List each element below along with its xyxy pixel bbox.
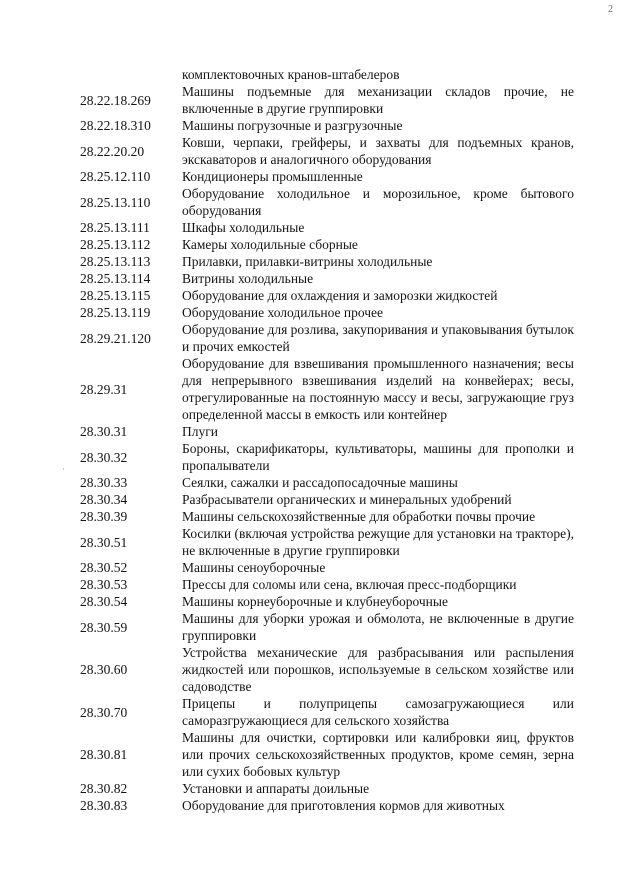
row-code: 28.25.13.110 <box>80 194 151 210</box>
page-number: 2 <box>608 4 613 15</box>
table-row <box>0 695 640 729</box>
row-description: Бороны, скарификаторы, культиваторы, машины для прополки и пропалыватели <box>182 441 574 473</box>
row-code: 28.30.83 <box>80 798 128 813</box>
row-description: Машины для очистки, сортировки или калибровки яиц, фруктов или прочих сельскохозяйственных продуктов, кроме семян, зерна или сухих бобовых культур <box>182 730 574 779</box>
row-description: Камеры холодильные сборные <box>182 237 358 252</box>
table-row <box>0 236 640 253</box>
row-description: Машины подъемные для механизации складов прочие, не включенные в другие группировки <box>182 84 574 116</box>
row-description: Оборудование для охлаждения и заморозки жидкостей <box>182 288 498 303</box>
row-description: Косилки (включая устройства режущие для установки на тракторе), не включенные в другие группировки <box>182 526 574 558</box>
row-description: Плуги <box>182 424 218 439</box>
table-row <box>0 440 640 474</box>
row-description: Машины корнеуборочные и клубнеуборочные <box>182 594 448 609</box>
row-code: 28.25.13.112 <box>80 237 151 252</box>
table-row <box>0 287 640 304</box>
row-code: 28.30.39 <box>80 509 128 524</box>
row-code: 28.25.12.110 <box>80 169 151 184</box>
row-description: Прилавки, прилавки-витрины холодильные <box>182 254 433 269</box>
row-description: Разбрасыватели органических и минеральных удобрений <box>182 492 512 507</box>
table-row <box>0 576 640 593</box>
table-row <box>0 644 640 695</box>
table-row <box>0 168 640 185</box>
table-row <box>0 321 640 355</box>
row-description: Устройства механические для разбрасывания или распыления жидкостей или порошков, используемые в сельском хозяйстве или садоводстве <box>182 645 574 694</box>
table-row <box>0 474 640 491</box>
row-code: 28.22.18.310 <box>80 118 151 133</box>
row-description: Установки и аппараты доильные <box>182 781 370 796</box>
row-description: Шкафы холодильные <box>182 220 305 235</box>
row-description: Кондиционеры промышленные <box>182 169 363 184</box>
row-description: Оборудование холодильное и морозильное, кроме бытового оборудования <box>182 186 574 218</box>
row-code: 28.25.13.114 <box>80 271 151 286</box>
table-row <box>0 355 640 423</box>
row-code: 28.30.32 <box>80 449 128 465</box>
table-row <box>0 797 640 814</box>
row-code: 28.30.59 <box>80 619 128 635</box>
row-description: Сеялки, сажалки и рассадопосадочные машины <box>182 475 458 490</box>
row-code: 28.25.13.115 <box>80 288 151 303</box>
row-description: Витрины холодильные <box>182 271 314 286</box>
row-code: 28.25.13.113 <box>80 254 151 269</box>
table-row <box>0 253 640 270</box>
row-code: 28.30.52 <box>80 560 128 575</box>
row-description: Оборудование для приготовления кормов для животных <box>182 798 505 813</box>
table-row <box>0 66 640 83</box>
row-description: Прицепы и полуприцепы самозагружающиеся или саморазгружающиеся для сельского хозяйства <box>182 696 574 728</box>
row-code: 28.22.20.20 <box>80 143 145 159</box>
row-description: Машины сеноуборочные <box>182 560 326 575</box>
row-code: 28.29.31 <box>80 381 128 397</box>
table-row <box>0 270 640 287</box>
row-description: Ковши, черпаки, грейферы, и захваты для подъемных кранов, экскаваторов и аналогичного оборудования <box>182 135 574 167</box>
table-row <box>0 610 640 644</box>
row-code: 28.30.34 <box>80 492 128 507</box>
row-code: 28.30.53 <box>80 577 128 592</box>
table-row <box>0 508 640 525</box>
row-description: Оборудование для взвешивания промышленного назначения; весы для непрерывного взвешивания изделий на конвейерах; весы, отрегулированные на постоянную массу и весы, загружающие груз определенной массы в емкость или контейнер <box>182 356 574 422</box>
row-code: 28.30.51 <box>80 534 128 550</box>
row-code: 28.30.70 <box>80 704 128 720</box>
row-code: 28.30.54 <box>80 594 128 609</box>
table-row <box>0 219 640 236</box>
row-code: 28.22.18.269 <box>80 92 151 108</box>
row-description: Прессы для соломы или сена, включая пресс-подборщики <box>182 577 517 592</box>
table-row <box>0 780 640 797</box>
table-row <box>0 593 640 610</box>
table-row <box>0 117 640 134</box>
table-row <box>0 185 640 219</box>
row-code: 28.30.60 <box>80 662 128 677</box>
table-row <box>0 729 640 780</box>
row-description: Оборудование для розлива, закупоривания и упаковывания бутылок и прочих емкостей <box>182 322 574 354</box>
row-code: 28.25.13.111 <box>80 220 150 235</box>
table-row <box>0 304 640 321</box>
row-code: 28.25.13.119 <box>80 305 151 320</box>
row-code: 28.30.31 <box>80 424 128 439</box>
margin-mark: · <box>62 464 65 474</box>
row-description: Машины погрузочные и разгрузочные <box>182 118 403 133</box>
row-description: комплектовочных кранов-штабелеров <box>182 67 400 82</box>
table-row <box>0 525 640 559</box>
table-row <box>0 559 640 576</box>
row-code: 28.30.81 <box>80 747 128 762</box>
row-description: Оборудование холодильное прочее <box>182 305 384 320</box>
classification-table <box>0 66 640 814</box>
row-code: 28.29.21.120 <box>80 330 151 346</box>
row-description: Машины сельскохозяйственные для обработки почвы прочие <box>182 509 536 524</box>
table-row <box>0 83 640 117</box>
row-code: 28.30.82 <box>80 781 128 796</box>
table-row <box>0 491 640 508</box>
row-description: Машины для уборки урожая и обмолота, не включенные в другие группировки <box>182 611 574 643</box>
table-row <box>0 134 640 168</box>
row-code: 28.30.33 <box>80 475 128 490</box>
table-row <box>0 423 640 440</box>
